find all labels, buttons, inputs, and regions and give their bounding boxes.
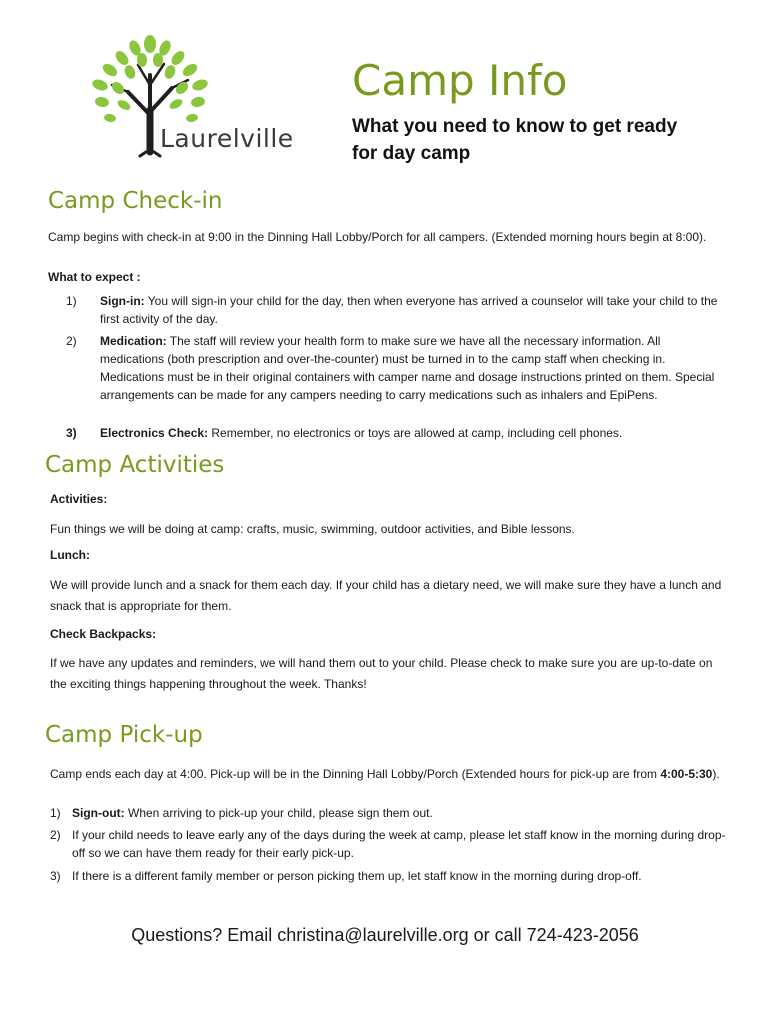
backpacks-text: If we have any updates and reminders, we will hand them out to your child. Please check to make sure you are up-to-date on the exciting things happening throughout the week. Thanks! <box>50 656 713 691</box>
checkin-heading: Camp Check-in <box>48 188 223 214</box>
item-body: If there is a different family member or person picking them up, let staff know in the morning during drop-off. <box>72 869 642 883</box>
lunch-text: We will provide lunch and a snack for them each day. If your child has a dietary need, we will make sure they have a lunch and snack that is appropriate for them. <box>50 578 722 613</box>
contact-footer: Questions? Email christina@laurelville.org or call 724-423-2056 <box>131 925 639 945</box>
item-text <box>72 826 728 862</box>
logo-wordmark: Laurelville <box>160 124 294 153</box>
what-to-expect-label: What to expect : <box>48 270 141 284</box>
item-body: The staff will review your health form to make sure we have all the necessary information. All medications (both prescription and over-the-counter) must be turned in to the camp staff when checking in. Medications must be in their original containers with camper name and dosage instructions printed on them. Special arrangements can be made for any campers needing to carry medications such as inhalers and EpiPens. <box>100 334 715 402</box>
item-body: You will sign-in your child for the day, then when everyone has arrived a counselor will take your child to the first activity of the day. <box>100 294 718 326</box>
page-title: Camp Info <box>352 56 568 105</box>
item-bold-label: Sign-in: <box>100 294 145 308</box>
item-body: If your child needs to leave early any of the days during the week at camp, please let staff know in the morning during drop-off so we can have them ready for their early pick-up. <box>72 828 726 860</box>
activities-label: Activities: <box>50 492 108 506</box>
item-number: 1) <box>66 294 77 308</box>
pickup-intro-b: ). <box>712 767 720 781</box>
pickup-hours: 4:00-5:30 <box>660 767 713 781</box>
pickup-intro <box>50 765 730 783</box>
item-text <box>100 332 724 404</box>
item-number: 1) <box>50 806 61 820</box>
activities-heading: Camp Activities <box>45 452 225 478</box>
item-number: 2) <box>66 334 77 348</box>
item-bold-label: Sign-out: <box>72 806 125 820</box>
item-text <box>100 292 724 328</box>
item-text <box>72 867 728 885</box>
pickup-heading: Camp Pick-up <box>45 722 203 748</box>
page-subtitle: What you need to know to get ready for day camp <box>352 116 678 164</box>
item-number: 2) <box>50 828 61 842</box>
checkin-intro: Camp begins with check-in at 9:00 in the Dinning Hall Lobby/Porch for all campers. (Extended morning hours begin at 8:00). <box>48 230 707 244</box>
activities-text: Fun things we will be doing at camp: crafts, music, swimming, outdoor activities, and Bible lessons. <box>50 522 575 536</box>
item-text <box>72 804 728 822</box>
laurelville-logo <box>80 30 295 160</box>
item-number: 3) <box>50 869 61 883</box>
item-number: 3) <box>66 426 77 440</box>
item-text <box>100 424 724 442</box>
item-bold-label: Medication: <box>100 334 167 348</box>
item-bold-label: Electronics Check: <box>100 426 209 440</box>
pickup-intro-a: Camp ends each day at 4:00. Pick-up will be in the Dinning Hall Lobby/Porch (Extended hours for pick-up are from <box>50 767 661 781</box>
backpacks-label: Check Backpacks: <box>50 627 157 641</box>
item-body: When arriving to pick-up your child, please sign them out. <box>124 806 433 820</box>
item-body: Remember, no electronics or toys are allowed at camp, including cell phones. <box>208 426 623 440</box>
lunch-label: Lunch: <box>50 548 90 562</box>
